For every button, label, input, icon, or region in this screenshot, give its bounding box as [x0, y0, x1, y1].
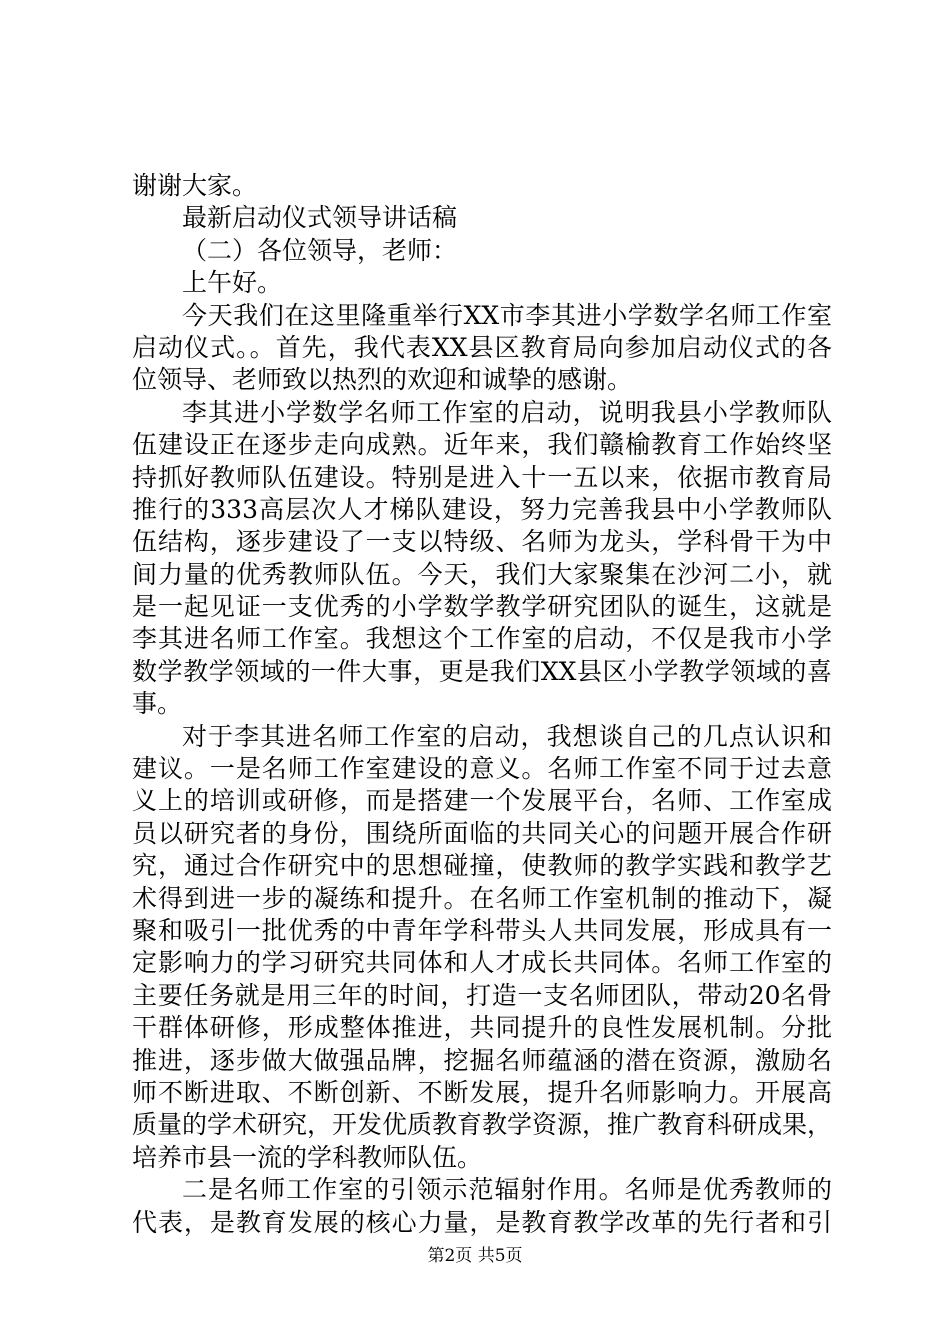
text-line: 员以研究者的身份，围绕所面临的共同关心的问题开展合作研 — [132, 818, 832, 848]
text-line: 上午好。 — [182, 268, 283, 298]
page-footer — [0, 1245, 950, 1267]
page-number-label: 第2页 共5页 — [427, 1246, 523, 1266]
document-body — [132, 170, 832, 1239]
text-line: 持抓好教师队伍建设。特别是进入十一五以来，依据市教育局 — [132, 462, 832, 492]
text-line: 最新启动仪式领导讲话稿 — [182, 203, 458, 233]
text-line: 质量的学术研究，开发优质教育教学资源，推广教育科研成果， — [132, 1110, 833, 1140]
text-line: 伍建设正在逐步走向成熟。近年来，我们赣榆教育工作始终坚 — [132, 430, 832, 460]
text-line: 启动仪式。。首先，我代表XX县区教育局向参加启动仪式的各 — [132, 332, 832, 362]
text-line: 李其进小学数学名师工作室的启动，说明我县小学教师队 — [182, 397, 832, 427]
text-line: 定影响力的学习研究共同体和人才成长共同体。名师工作室的 — [132, 948, 832, 978]
text-line: 对于李其进名师工作室的启动，我想谈自己的几点认识和 — [182, 721, 832, 751]
text-line: 究，通过合作研究中的思想碰撞，使教师的教学实践和教学艺 — [132, 851, 832, 881]
text-line: 推行的333高层次人才梯队建设，努力完善我县中小学教师队 — [132, 494, 832, 524]
text-line: 数学教学领域的一件大事，更是我们XX县区小学教学领域的喜 — [132, 656, 832, 686]
text-line: 义上的培训或研修，而是搭建一个发展平台，名师、工作室成 — [132, 786, 832, 816]
text-line: 聚和吸引一批优秀的中青年学科带头人共同发展，形成具有一 — [132, 915, 832, 945]
text-line: 师不断进取、不断创新、不断发展，提升名师影响力。开展高 — [132, 1077, 832, 1107]
text-line: 事。 — [132, 689, 183, 719]
text-line: （二）各位领导，老师： — [182, 235, 458, 265]
text-line: 今天我们在这里隆重举行XX市李其进小学数学名师工作室 — [182, 300, 832, 330]
text-line: 主要任务就是用三年的时间，打造一支名师团队，带动20名骨 — [132, 980, 832, 1010]
text-line: 是一起见证一支优秀的小学数学教学研究团队的诞生，这就是 — [132, 592, 832, 622]
text-line: 培养市县一流的学科教师队伍。 — [132, 1142, 483, 1172]
text-line: 二是名师工作室的引领示范辐射作用。名师是优秀教师的 — [182, 1175, 832, 1205]
text-line: 谢谢大家。 — [132, 171, 258, 200]
text-line: 术得到进一步的凝练和提升。在名师工作室机制的推动下，凝 — [132, 883, 832, 913]
text-line: 李其进名师工作室。我想这个工作室的启动，不仅是我市小学 — [132, 624, 832, 654]
text-line: 位领导、老师致以热烈的欢迎和诚挚的感谢。 — [132, 365, 633, 395]
text-line: 代表，是教育发展的核心力量，是教育教学改革的先行者和引 — [132, 1207, 832, 1237]
text-line: 干群体研修，形成整体推进，共同提升的良性发展机制。分批 — [132, 1013, 832, 1043]
text-line: 推进，逐步做大做强品牌，挖掘名师蕴涵的潜在资源，激励名 — [132, 1045, 832, 1075]
text-line: 建议。一是名师工作室建设的意义。名师工作室不同于过去意 — [132, 754, 832, 784]
text-line: 伍结构，逐步建设了一支以特级、名师为龙头，学科骨干为中 — [132, 527, 832, 557]
text-line: 间力量的优秀教师队伍。今天，我们大家聚集在沙河二小，就 — [132, 559, 832, 589]
